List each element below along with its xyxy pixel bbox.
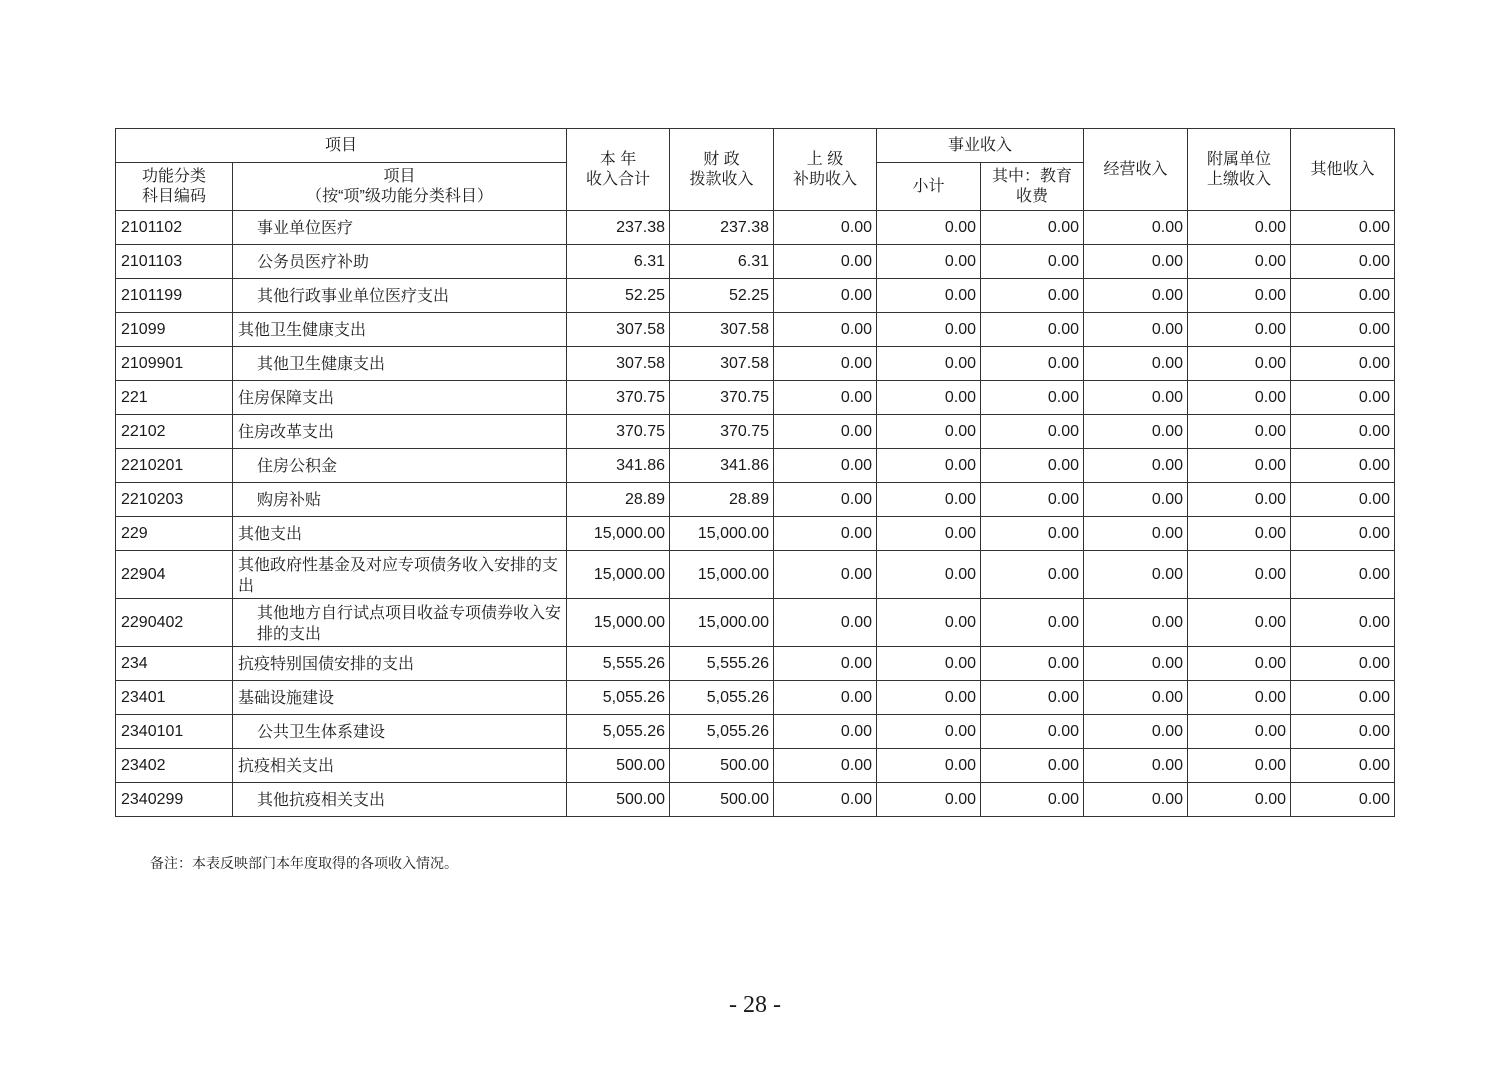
- cell-subtotal: 0.00: [877, 681, 981, 715]
- cell-affiliated: 0.00: [1188, 483, 1291, 517]
- cell-edu: 0.00: [981, 245, 1084, 279]
- cell-operating: 0.00: [1084, 551, 1188, 599]
- cell-code: 23402: [116, 749, 233, 783]
- table-row: [116, 211, 1395, 245]
- cell-affiliated: 0.00: [1188, 599, 1291, 647]
- cell-code: 22102: [116, 415, 233, 449]
- table-row: [116, 551, 1395, 599]
- cell-subtotal: 0.00: [877, 347, 981, 381]
- table-row: [116, 681, 1395, 715]
- cell-fiscal: 307.58: [670, 347, 774, 381]
- cell-total: 307.58: [567, 313, 670, 347]
- cell-name: 其他政府性基金及对应专项债务收入安排的支出: [233, 551, 567, 599]
- cell-code: 23401: [116, 681, 233, 715]
- header-superior-label: 上 级 补助收入: [793, 150, 858, 188]
- table-row: [116, 715, 1395, 749]
- cell-superior: 0.00: [774, 783, 877, 817]
- table-row: [116, 517, 1395, 551]
- cell-other: 0.00: [1291, 715, 1395, 749]
- cell-total: 370.75: [567, 381, 670, 415]
- cell-total: 28.89: [567, 483, 670, 517]
- cell-fiscal: 237.38: [670, 211, 774, 245]
- cell-operating: 0.00: [1084, 783, 1188, 817]
- cell-subtotal: 0.00: [877, 381, 981, 415]
- cell-fiscal: 370.75: [670, 415, 774, 449]
- table-row: [116, 245, 1395, 279]
- cell-total: 307.58: [567, 347, 670, 381]
- cell-operating: 0.00: [1084, 449, 1188, 483]
- footnote: 备注：本表反映部门本年度取得的各项收入情况。: [150, 856, 458, 872]
- cell-subtotal: 0.00: [877, 449, 981, 483]
- cell-total: 237.38: [567, 211, 670, 245]
- cell-other: 0.00: [1291, 449, 1395, 483]
- header-superior: [774, 129, 877, 211]
- header-business-subtotal: 小计: [877, 163, 981, 211]
- cell-fiscal: 15,000.00: [670, 551, 774, 599]
- cell-affiliated: 0.00: [1188, 749, 1291, 783]
- cell-affiliated: 0.00: [1188, 313, 1291, 347]
- cell-total: 500.00: [567, 749, 670, 783]
- cell-total: 5,555.26: [567, 647, 670, 681]
- cell-fiscal: 52.25: [670, 279, 774, 313]
- cell-affiliated: 0.00: [1188, 347, 1291, 381]
- cell-code: 2340299: [116, 783, 233, 817]
- cell-edu: 0.00: [981, 749, 1084, 783]
- header-affiliated-label: 附属单位 上缴收入: [1207, 150, 1272, 188]
- cell-other: 0.00: [1291, 483, 1395, 517]
- cell-fiscal: 28.89: [670, 483, 774, 517]
- cell-operating: 0.00: [1084, 245, 1188, 279]
- cell-superior: 0.00: [774, 313, 877, 347]
- cell-superior: 0.00: [774, 647, 877, 681]
- cell-subtotal: 0.00: [877, 551, 981, 599]
- cell-total: 15,000.00: [567, 517, 670, 551]
- cell-total: 5,055.26: [567, 715, 670, 749]
- cell-edu: 0.00: [981, 599, 1084, 647]
- cell-fiscal: 5,055.26: [670, 715, 774, 749]
- header-total: [567, 129, 670, 211]
- cell-fiscal: 5,555.26: [670, 647, 774, 681]
- cell-affiliated: 0.00: [1188, 211, 1291, 245]
- cell-subtotal: 0.00: [877, 245, 981, 279]
- cell-edu: 0.00: [981, 449, 1084, 483]
- cell-name: 抗疫特别国债安排的支出: [233, 647, 567, 681]
- cell-other: 0.00: [1291, 313, 1395, 347]
- cell-edu: 0.00: [981, 211, 1084, 245]
- cell-total: 15,000.00: [567, 551, 670, 599]
- cell-affiliated: 0.00: [1188, 517, 1291, 551]
- cell-edu: 0.00: [981, 783, 1084, 817]
- cell-superior: 0.00: [774, 681, 877, 715]
- table-row: [116, 749, 1395, 783]
- table-row: [116, 647, 1395, 681]
- cell-fiscal: 15,000.00: [670, 599, 774, 647]
- cell-code: 221: [116, 381, 233, 415]
- cell-superior: 0.00: [774, 483, 877, 517]
- cell-total: 15,000.00: [567, 599, 670, 647]
- cell-total: 500.00: [567, 783, 670, 817]
- cell-other: 0.00: [1291, 279, 1395, 313]
- cell-other: 0.00: [1291, 381, 1395, 415]
- cell-other: 0.00: [1291, 415, 1395, 449]
- cell-other: 0.00: [1291, 551, 1395, 599]
- cell-affiliated: 0.00: [1188, 279, 1291, 313]
- cell-operating: 0.00: [1084, 517, 1188, 551]
- cell-total: 5,055.26: [567, 681, 670, 715]
- table-row: [116, 449, 1395, 483]
- cell-code: 22904: [116, 551, 233, 599]
- cell-code: 229: [116, 517, 233, 551]
- cell-affiliated: 0.00: [1188, 415, 1291, 449]
- cell-affiliated: 0.00: [1188, 783, 1291, 817]
- header-other: 其他收入: [1291, 129, 1395, 211]
- table-row: [116, 381, 1395, 415]
- cell-subtotal: 0.00: [877, 783, 981, 817]
- income-table: [115, 128, 1395, 817]
- cell-other: 0.00: [1291, 783, 1395, 817]
- table-body: [116, 211, 1395, 817]
- cell-superior: 0.00: [774, 415, 877, 449]
- cell-code: 2290402: [116, 599, 233, 647]
- cell-name: 抗疫相关支出: [233, 749, 567, 783]
- cell-edu: 0.00: [981, 517, 1084, 551]
- cell-operating: 0.00: [1084, 415, 1188, 449]
- cell-name: 其他行政事业单位医疗支出: [233, 279, 567, 313]
- cell-subtotal: 0.00: [877, 483, 981, 517]
- cell-subtotal: 0.00: [877, 313, 981, 347]
- table-row: [116, 483, 1395, 517]
- cell-operating: 0.00: [1084, 211, 1188, 245]
- cell-affiliated: 0.00: [1188, 245, 1291, 279]
- cell-subtotal: 0.00: [877, 211, 981, 245]
- cell-total: 370.75: [567, 415, 670, 449]
- table-row: [116, 347, 1395, 381]
- cell-edu: 0.00: [981, 647, 1084, 681]
- cell-name: 公共卫生体系建设: [233, 715, 567, 749]
- cell-name: 其他地方自行试点项目收益专项债券收入安排的支出: [233, 599, 567, 647]
- cell-edu: 0.00: [981, 715, 1084, 749]
- cell-code: 2210203: [116, 483, 233, 517]
- header-fiscal-label: 财 政 拨款收入: [689, 150, 754, 188]
- cell-name: 住房改革支出: [233, 415, 567, 449]
- cell-subtotal: 0.00: [877, 517, 981, 551]
- cell-code: 2101102: [116, 211, 233, 245]
- cell-operating: 0.00: [1084, 279, 1188, 313]
- cell-superior: 0.00: [774, 599, 877, 647]
- cell-subtotal: 0.00: [877, 599, 981, 647]
- header-project: 项目: [116, 129, 567, 163]
- header-business-edu-label: 其中：教育 收费: [992, 167, 1073, 205]
- cell-operating: 0.00: [1084, 647, 1188, 681]
- table-row: [116, 313, 1395, 347]
- cell-total: 6.31: [567, 245, 670, 279]
- cell-code: 2109901: [116, 347, 233, 381]
- cell-operating: 0.00: [1084, 347, 1188, 381]
- cell-edu: 0.00: [981, 313, 1084, 347]
- cell-fiscal: 15,000.00: [670, 517, 774, 551]
- cell-other: 0.00: [1291, 211, 1395, 245]
- cell-superior: 0.00: [774, 381, 877, 415]
- cell-subtotal: 0.00: [877, 415, 981, 449]
- cell-edu: 0.00: [981, 381, 1084, 415]
- cell-name: 其他抗疫相关支出: [233, 783, 567, 817]
- cell-fiscal: 6.31: [670, 245, 774, 279]
- page-number: - 28 -: [729, 992, 781, 1018]
- cell-fiscal: 370.75: [670, 381, 774, 415]
- header-name-label: 项目 （按“项”级功能分类科目）: [306, 167, 493, 205]
- header-code: [116, 163, 233, 211]
- cell-code: 2340101: [116, 715, 233, 749]
- header-fiscal: [670, 129, 774, 211]
- header-name: [233, 163, 567, 211]
- cell-name: 其他支出: [233, 517, 567, 551]
- table-row: [116, 599, 1395, 647]
- cell-affiliated: 0.00: [1188, 551, 1291, 599]
- cell-fiscal: 500.00: [670, 783, 774, 817]
- cell-fiscal: 341.86: [670, 449, 774, 483]
- cell-affiliated: 0.00: [1188, 381, 1291, 415]
- cell-operating: 0.00: [1084, 381, 1188, 415]
- cell-edu: 0.00: [981, 415, 1084, 449]
- cell-subtotal: 0.00: [877, 749, 981, 783]
- cell-name: 其他卫生健康支出: [233, 313, 567, 347]
- cell-name: 其他卫生健康支出: [233, 347, 567, 381]
- cell-name: 住房公积金: [233, 449, 567, 483]
- cell-superior: 0.00: [774, 279, 877, 313]
- table-row: [116, 783, 1395, 817]
- table-row: [116, 279, 1395, 313]
- cell-operating: 0.00: [1084, 483, 1188, 517]
- cell-edu: 0.00: [981, 551, 1084, 599]
- table-row: [116, 415, 1395, 449]
- header-affiliated: [1188, 129, 1291, 211]
- cell-edu: 0.00: [981, 279, 1084, 313]
- cell-superior: 0.00: [774, 749, 877, 783]
- cell-superior: 0.00: [774, 211, 877, 245]
- cell-affiliated: 0.00: [1188, 449, 1291, 483]
- cell-total: 52.25: [567, 279, 670, 313]
- cell-superior: 0.00: [774, 245, 877, 279]
- cell-other: 0.00: [1291, 749, 1395, 783]
- cell-affiliated: 0.00: [1188, 715, 1291, 749]
- header-business: 事业收入: [877, 129, 1084, 163]
- cell-code: 2101199: [116, 279, 233, 313]
- cell-subtotal: 0.00: [877, 715, 981, 749]
- cell-other: 0.00: [1291, 647, 1395, 681]
- cell-name: 公务员医疗补助: [233, 245, 567, 279]
- header-operating: 经营收入: [1084, 129, 1188, 211]
- cell-affiliated: 0.00: [1188, 647, 1291, 681]
- cell-code: 21099: [116, 313, 233, 347]
- cell-superior: 0.00: [774, 449, 877, 483]
- cell-code: 2210201: [116, 449, 233, 483]
- cell-fiscal: 500.00: [670, 749, 774, 783]
- cell-other: 0.00: [1291, 599, 1395, 647]
- cell-name: 购房补贴: [233, 483, 567, 517]
- cell-subtotal: 0.00: [877, 279, 981, 313]
- cell-name: 住房保障支出: [233, 381, 567, 415]
- cell-name: 基础设施建设: [233, 681, 567, 715]
- cell-superior: 0.00: [774, 517, 877, 551]
- cell-code: 2101103: [116, 245, 233, 279]
- cell-operating: 0.00: [1084, 715, 1188, 749]
- cell-edu: 0.00: [981, 483, 1084, 517]
- cell-total: 341.86: [567, 449, 670, 483]
- header-business-edu: [981, 163, 1084, 211]
- cell-subtotal: 0.00: [877, 647, 981, 681]
- cell-operating: 0.00: [1084, 599, 1188, 647]
- cell-operating: 0.00: [1084, 681, 1188, 715]
- header-total-label: 本 年 收入合计: [586, 150, 651, 188]
- cell-code: 234: [116, 647, 233, 681]
- cell-other: 0.00: [1291, 347, 1395, 381]
- cell-edu: 0.00: [981, 681, 1084, 715]
- header-code-label: 功能分类 科目编码: [141, 167, 206, 205]
- cell-name: 事业单位医疗: [233, 211, 567, 245]
- cell-superior: 0.00: [774, 347, 877, 381]
- cell-superior: 0.00: [774, 551, 877, 599]
- cell-operating: 0.00: [1084, 313, 1188, 347]
- cell-other: 0.00: [1291, 517, 1395, 551]
- cell-superior: 0.00: [774, 715, 877, 749]
- cell-affiliated: 0.00: [1188, 681, 1291, 715]
- cell-operating: 0.00: [1084, 749, 1188, 783]
- cell-other: 0.00: [1291, 681, 1395, 715]
- cell-fiscal: 5,055.26: [670, 681, 774, 715]
- cell-fiscal: 307.58: [670, 313, 774, 347]
- cell-other: 0.00: [1291, 245, 1395, 279]
- cell-edu: 0.00: [981, 347, 1084, 381]
